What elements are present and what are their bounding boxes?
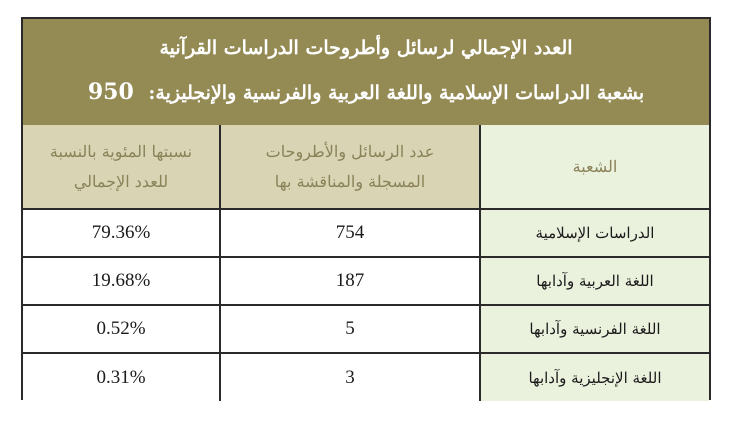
statistics-table-frame: [21, 17, 711, 400]
row-branch: اللغة الفرنسية وآدابها: [480, 305, 709, 353]
header-branch: [480, 125, 709, 209]
table-row: [23, 353, 709, 401]
total-count: 950: [87, 79, 134, 105]
row-percent: 19.68%: [23, 257, 220, 305]
row-branch: اللغة العربية وآدابها: [480, 257, 709, 305]
title-line-2-text: بشعبة الدراسات الإسلامية واللغة العربية والفرنسية والإنجليزية:: [148, 82, 645, 104]
row-branch: الدراسات الإسلامية: [480, 209, 709, 257]
table-row: [23, 257, 709, 305]
header-branch-label: الشعبة: [572, 156, 618, 176]
row-percent: 79.36%: [23, 209, 220, 257]
header-percent-line-1: نسبتها المئوية بالنسبة: [49, 141, 193, 161]
row-branch: اللغة الإنجليزية وآدابها: [480, 353, 709, 401]
table-row: [23, 305, 709, 353]
title-band: [23, 19, 709, 127]
row-count: 754: [220, 209, 480, 257]
header-count-line-1: عدد الرسائل والأطروحات: [265, 141, 435, 161]
row-count: 3: [220, 353, 480, 401]
title-line-1: العدد الإجمالي لرسائل وأطروحات الدراسات القرآنية: [159, 37, 573, 59]
header-count-line-2: المسجلة والمناقشة بها: [274, 171, 426, 191]
table-row: [23, 209, 709, 257]
header-row: [23, 125, 709, 209]
title-line-2: [23, 79, 709, 106]
row-percent: 0.52%: [23, 305, 220, 353]
header-percent: [23, 125, 220, 209]
branch-statistics-table: [23, 125, 709, 401]
header-percent-line-2: للعدد الإجمالي: [73, 171, 169, 191]
header-count: [220, 125, 480, 209]
row-percent: 0.31%: [23, 353, 220, 401]
row-count: 187: [220, 257, 480, 305]
row-count: 5: [220, 305, 480, 353]
